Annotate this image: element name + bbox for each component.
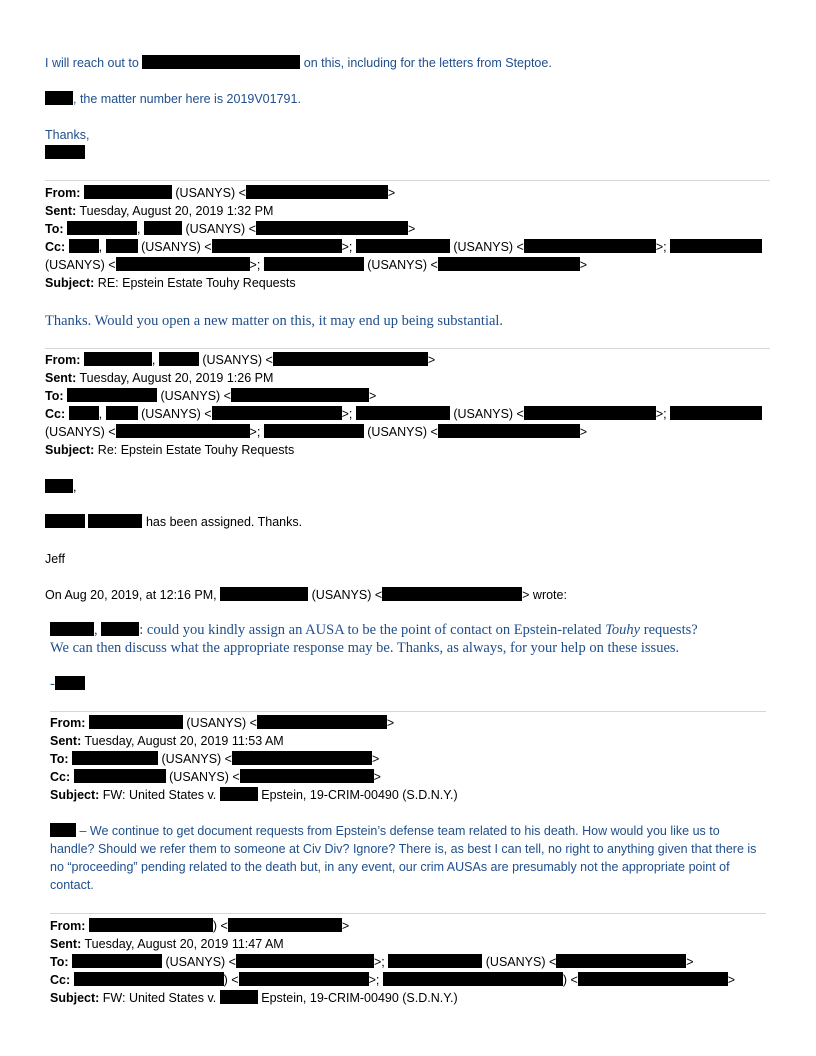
redaction-box [438, 257, 580, 271]
redaction-box [257, 715, 387, 729]
redaction-box [144, 221, 182, 235]
redaction-box [231, 388, 369, 402]
redaction-box [356, 406, 450, 420]
msg2-quote-line1: , : could you kindly assign an AUSA to be the point of contact on Epstein-related Touhy requests? [50, 621, 698, 639]
redaction-box [159, 352, 199, 366]
redaction-box [69, 406, 99, 420]
redaction-box [45, 479, 73, 493]
redaction-box [273, 352, 428, 366]
redaction-box [239, 972, 369, 986]
redaction-box [89, 715, 183, 729]
msg1-cc-cont: (USANYS) < >; (USANYS) < > [45, 258, 588, 272]
redaction-box [388, 954, 482, 968]
redaction-box [116, 424, 250, 438]
redaction-box [383, 972, 563, 986]
msg2-cc: Cc: , (USANYS) < >; (USANYS) < >; [45, 406, 762, 422]
redaction-box [228, 918, 342, 932]
redaction-box [236, 954, 374, 968]
redaction-box [220, 587, 308, 601]
divider [50, 913, 766, 914]
redaction-box [72, 954, 162, 968]
msg4-from: From: ) < > [50, 919, 350, 933]
redaction-box [74, 769, 166, 783]
msg1-body: Thanks. Would you open a new matter on this, it may end up being substantial. [45, 313, 504, 329]
redaction-box [246, 185, 388, 199]
redaction-box [88, 514, 142, 528]
redaction-box [89, 918, 213, 932]
msg2-quote-header: On Aug 20, 2019, at 12:16 PM, (USANYS) < > wrote: [45, 588, 567, 602]
body-line-reach-out: I will reach out to on this, including for the letters from Steptoe. [45, 56, 552, 70]
body-thanks: Thanks, [45, 128, 90, 142]
redaction-box [45, 91, 73, 105]
redaction-box [45, 514, 85, 528]
msg1-sent: Sent: Tuesday, August 20, 2019 1:32 PM [45, 204, 274, 218]
msg2-assigned: has been assigned. Thanks. [45, 514, 302, 530]
divider [45, 348, 770, 349]
msg4-to: To: (USANYS) < >; (USANYS) < > [50, 955, 694, 969]
msg1-cc: Cc: , (USANYS) < >; (USANYS) < >; [45, 239, 762, 255]
msg3-body: – We continue to get document requests from Epstein’s defense team related to his death. How would you like us to handle? Should we refer them to someone at Civ Div? Ignore? There is, as best I can tell, no right to anything given that there is no “proceeding” pending related to the death but, in any event, our crim AUSAs are presumably not the appropriate point of contact. [50, 824, 757, 892]
msg2-signature: Jeff [45, 552, 65, 566]
redaction-box [212, 239, 342, 253]
redaction-box [69, 239, 99, 253]
redaction-box [45, 145, 85, 159]
msg3-sent: Sent: Tuesday, August 20, 2019 11:53 AM [50, 734, 284, 748]
redaction-box [116, 257, 250, 271]
redaction-box [74, 972, 224, 986]
redaction-box [670, 406, 762, 420]
redaction-box [50, 823, 76, 837]
msg3-from: From: (USANYS) < > [50, 716, 395, 730]
msg4-cc: Cc: ) < >; ) < > [50, 973, 736, 987]
redaction-box [578, 972, 728, 986]
msg2-to: To: (USANYS) < > [45, 389, 377, 403]
redaction-box [438, 424, 580, 438]
redaction-box [524, 239, 656, 253]
redaction-box [220, 990, 258, 1004]
redaction-box [67, 388, 157, 402]
divider [45, 180, 770, 181]
redaction-box [556, 954, 686, 968]
body-line-matter-number: , the matter number here is 2019V01791. [45, 91, 301, 107]
redaction-box [67, 221, 137, 235]
msg1-subject: Subject: RE: Epstein Estate Touhy Requests [45, 276, 296, 290]
redaction-box [50, 622, 94, 636]
redaction-box [382, 587, 522, 601]
redaction-box [220, 787, 258, 801]
msg1-to: To: , (USANYS) < > [45, 222, 416, 236]
redaction-box [84, 352, 152, 366]
msg2-greeting: , [45, 479, 76, 495]
redaction-box [84, 185, 172, 199]
msg2-from: From: , (USANYS) < > [45, 353, 436, 367]
msg2-subject: Subject: Re: Epstein Estate Touhy Requests [45, 443, 295, 457]
msg1-from: From: (USANYS) < > [45, 186, 396, 200]
redaction-box [212, 406, 342, 420]
divider [50, 711, 766, 712]
redaction-box [101, 622, 139, 636]
msg2-quote-line2: We can then discuss what the appropriate response may be. Thanks, as always, for your help on these issues. [50, 640, 680, 656]
redaction-box [256, 221, 408, 235]
msg4-subject: Subject: FW: United States v. Epstein, 19-CRIM-00490 (S.D.N.Y.) [50, 991, 458, 1005]
redaction-box [72, 751, 158, 765]
redaction-box [240, 769, 374, 783]
redaction-box [264, 424, 364, 438]
msg2-quote-sign: - [50, 675, 85, 693]
msg3-cc: Cc: (USANYS) < > [50, 770, 381, 784]
redaction-box [106, 239, 138, 253]
redaction-box [142, 55, 300, 69]
msg4-sent: Sent: Tuesday, August 20, 2019 11:47 AM [50, 937, 284, 951]
signature-redaction [45, 145, 85, 161]
redaction-box [524, 406, 656, 420]
msg2-cc-cont: (USANYS) < >; (USANYS) < > [45, 425, 588, 439]
msg2-sent: Sent: Tuesday, August 20, 2019 1:26 PM [45, 371, 274, 385]
redaction-box [670, 239, 762, 253]
redaction-box [232, 751, 372, 765]
redaction-box [356, 239, 450, 253]
msg3-subject: Subject: FW: United States v. Epstein, 19-CRIM-00490 (S.D.N.Y.) [50, 788, 458, 802]
redaction-box [106, 406, 138, 420]
redaction-box [55, 676, 85, 690]
msg3-to: To: (USANYS) < > [50, 752, 380, 766]
redaction-box [264, 257, 364, 271]
